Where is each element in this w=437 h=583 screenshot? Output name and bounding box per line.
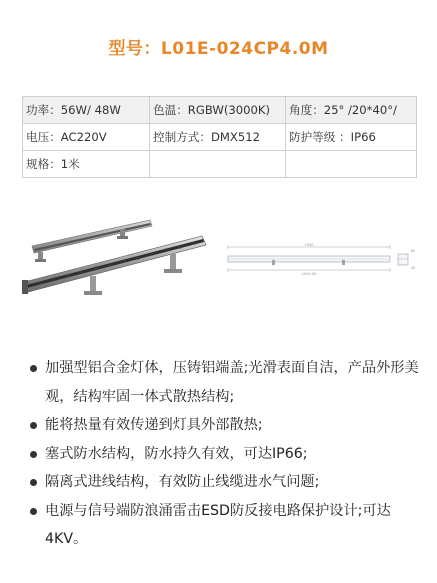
feature-text: 电源与信号端防浪涌雷击ESD防反接电路保护设计;可达4KV。 bbox=[45, 502, 391, 547]
bullet-icon bbox=[30, 422, 37, 429]
feature-text: 加强型铝合金灯体，压铸铝端盖;光滑表面自洁，产品外形美观，结构牢固一体式散热结构; bbox=[45, 360, 419, 405]
product-photo bbox=[20, 212, 210, 312]
spec-empty-cell bbox=[286, 151, 417, 178]
list-item bbox=[28, 411, 428, 440]
list-item bbox=[28, 497, 428, 554]
spec-size: 规格：1米 bbox=[23, 151, 150, 178]
spec-angle: 角度：25° /20*40°/ bbox=[286, 97, 417, 124]
dimension-drawing bbox=[224, 242, 416, 278]
spec-voltage: 电压：AC220V bbox=[23, 124, 150, 151]
spec-ip-rating: 防护等级 ：IP66 bbox=[286, 124, 417, 151]
drawing-height-label: 65 bbox=[411, 249, 416, 253]
bullet-icon bbox=[30, 451, 37, 458]
drawing-height-label-bottom: 40 bbox=[411, 266, 416, 270]
spec-table bbox=[22, 96, 417, 178]
table-row bbox=[23, 151, 417, 178]
drawing-length-label: 1000 bbox=[304, 243, 314, 247]
spec-power: 功率：56W/ 48W bbox=[23, 97, 150, 124]
spec-color-temp: 色温：RGBW(3000K) bbox=[150, 97, 286, 124]
feature-text: 塞式防水结构，防水持久有效，可达IP66; bbox=[45, 445, 308, 462]
spec-control: 控制方式：DMX512 bbox=[150, 124, 286, 151]
drawing-length-label-bottom: 1000.00 bbox=[301, 272, 317, 276]
bullet-icon bbox=[30, 365, 37, 372]
feature-list bbox=[28, 354, 428, 554]
feature-text: 能将热量有效传递到灯具外部散热; bbox=[45, 417, 263, 433]
table-row bbox=[23, 124, 417, 151]
feature-text: 隔离式进线结构，有效防止线缆进水气问题; bbox=[45, 474, 320, 490]
model-title: 型号：L01E-024CP4.0M bbox=[108, 39, 329, 59]
table-row bbox=[23, 97, 417, 124]
bullet-icon bbox=[30, 508, 37, 515]
list-item bbox=[28, 440, 428, 469]
list-item bbox=[28, 354, 428, 411]
list-item bbox=[28, 468, 428, 497]
spec-empty-cell bbox=[150, 151, 286, 178]
bullet-icon bbox=[30, 479, 37, 486]
